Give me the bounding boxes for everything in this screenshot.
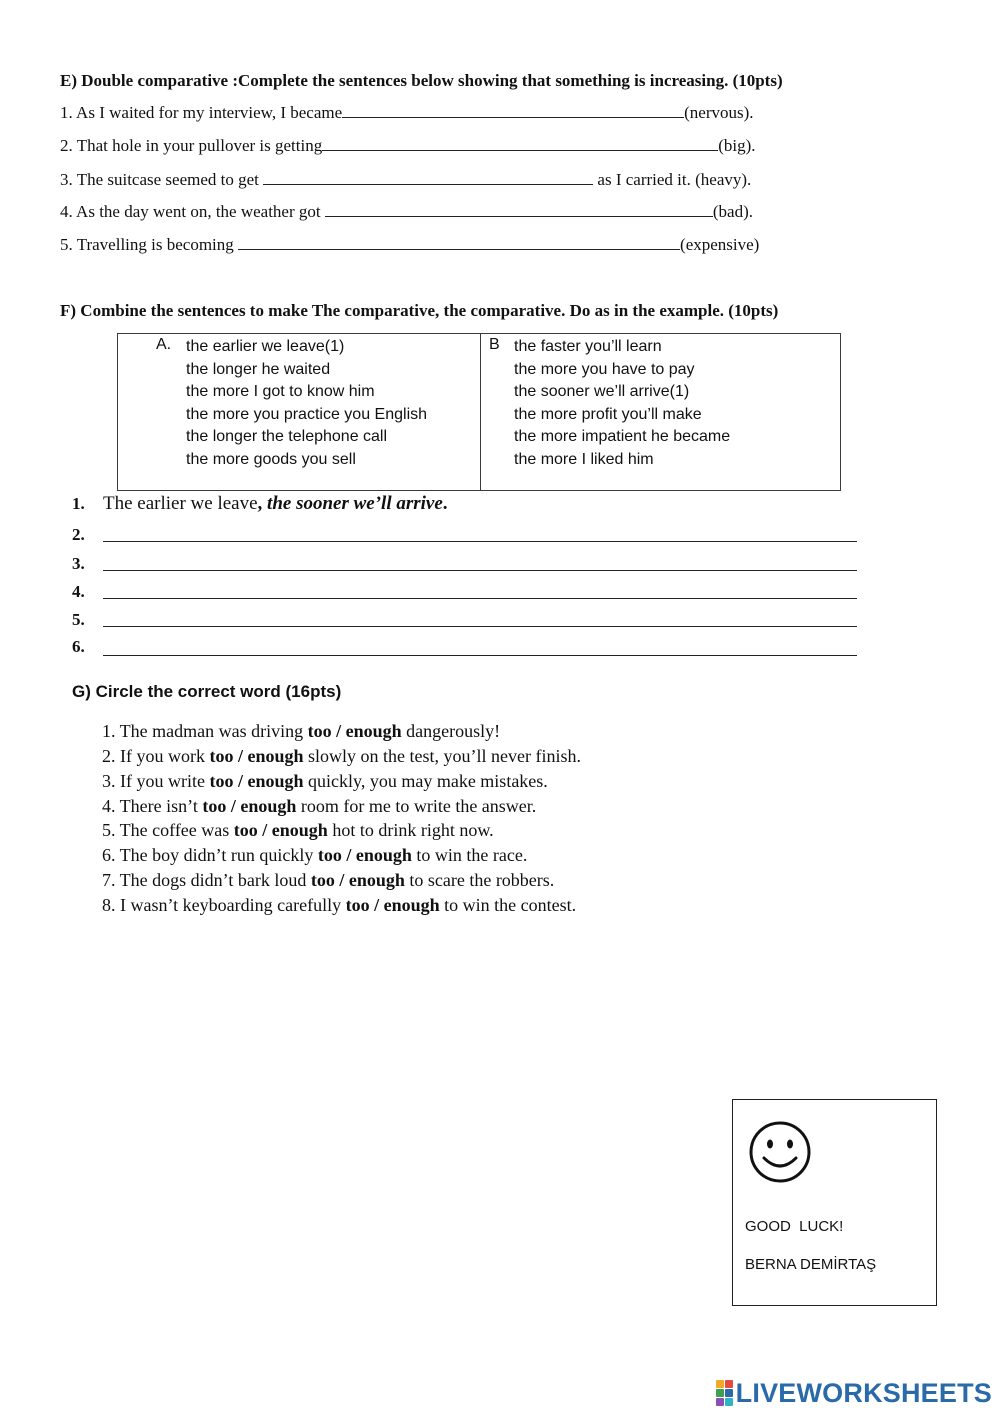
list-item: the sooner we’ll arrive(1)	[514, 383, 690, 401]
logo-square	[725, 1389, 733, 1397]
example-answer	[103, 493, 448, 515]
answer-line-5[interactable]	[103, 610, 857, 627]
answer-number-3: 3.	[72, 554, 85, 573]
item-hint: (big).	[718, 136, 756, 155]
list-item: the more I got to know him	[186, 383, 375, 401]
word-choice[interactable]: too / enough	[209, 771, 304, 791]
item-text: to scare the robbers.	[404, 870, 555, 890]
word-choice[interactable]: too / enough	[202, 796, 297, 816]
answer-line-3[interactable]	[103, 554, 857, 571]
example-bold-part: the sooner we’ll arrive	[262, 493, 443, 514]
list-item: the longer he waited	[186, 360, 331, 378]
word-choice[interactable]: too / enough	[307, 721, 402, 741]
list-item: the more impatient he became	[514, 428, 731, 446]
item-hint: (bad).	[712, 202, 753, 221]
list-item: the more you have to pay	[514, 360, 695, 378]
section-e-item-3	[60, 170, 751, 190]
word-choice[interactable]: too / enough	[233, 820, 328, 840]
answer-number-2: 2.	[72, 525, 85, 544]
item-hint: as I carried it. (heavy).	[593, 170, 752, 189]
column-a-list	[186, 336, 427, 472]
liveworksheets-logo-icon	[716, 1380, 733, 1406]
answer-line-4[interactable]	[103, 582, 857, 599]
section-f-heading: F) Combine the sentences to make The comparative, the comparative. Do as in the example. (10pts)	[60, 301, 779, 320]
liveworksheets-logo[interactable]	[716, 1379, 992, 1407]
logo-square	[725, 1398, 733, 1406]
list-item: the earlier we leave(1)	[186, 338, 345, 355]
item-hint: (nervous).	[684, 103, 754, 122]
word-choice[interactable]: too / enough	[209, 746, 304, 766]
example-comma: ,	[257, 493, 263, 514]
column-b-letter: B	[489, 336, 500, 353]
example-start: The earlier we leave	[103, 493, 258, 514]
logo-square	[716, 1389, 724, 1397]
item-text: 6. The boy didn’t run quickly	[102, 845, 318, 865]
answer-blank[interactable]	[322, 136, 718, 151]
item-text: slowly on the test, you’ll never finish.	[303, 746, 581, 766]
example-number: 1.	[72, 494, 85, 513]
logo-square	[716, 1380, 724, 1388]
answer-line-6[interactable]	[103, 637, 857, 656]
item-text: quickly, you may make mistakes.	[303, 771, 548, 791]
answer-blank[interactable]	[238, 235, 680, 250]
item-text: 4. There isn’t	[102, 796, 203, 816]
item-text: 3. The suitcase seemed to get	[60, 170, 264, 189]
answer-number-5: 5.	[72, 610, 85, 629]
item-text: 3. If you write	[102, 771, 210, 791]
item-text: room for me to write the answer.	[296, 796, 537, 816]
section-e-item-2	[60, 136, 756, 156]
item-text: dangerously!	[401, 721, 501, 741]
answer-line-2[interactable]	[103, 525, 857, 542]
good-luck-box	[732, 1099, 937, 1306]
list-item: the more I liked him	[514, 450, 654, 468]
logo-square	[716, 1398, 724, 1406]
item-text: 1. As I waited for my interview, I became	[60, 103, 343, 122]
item-text: 7. The dogs didn’t bark loud	[102, 870, 311, 890]
good-luck-text: GOOD LUCK!	[745, 1218, 844, 1235]
section-e-item-5	[60, 235, 759, 255]
column-b-list	[514, 336, 730, 472]
smiley-face-icon	[748, 1120, 812, 1184]
section-e-item-4	[60, 202, 753, 222]
item-text: to win the race.	[411, 845, 528, 865]
table-divider	[480, 334, 481, 490]
word-choice[interactable]: too / enough	[310, 870, 405, 890]
section-g-item-4	[102, 796, 536, 817]
author-name: BERNA DEMİRTAŞ	[745, 1256, 877, 1273]
logo-text: LIVEWORKSHEETS	[735, 1377, 992, 1408]
item-hint: (expensive)	[680, 235, 760, 254]
section-g-item-3	[102, 771, 548, 792]
item-text: hot to drink right now.	[327, 820, 494, 840]
section-g-heading: G) Circle the correct word (16pts)	[72, 682, 342, 701]
item-text: 2. That hole in your pullover is getting	[60, 136, 323, 155]
item-text: 4. As the day went on, the weather got	[60, 202, 325, 221]
answer-blank[interactable]	[342, 103, 684, 118]
section-g-item-8	[102, 895, 576, 916]
item-text: 8. I wasn’t keyboarding carefully	[102, 895, 346, 915]
logo-square	[725, 1380, 733, 1388]
item-text: 2. If you work	[102, 746, 210, 766]
list-item: the more you practice you English	[186, 405, 428, 423]
answer-blank[interactable]	[325, 202, 713, 217]
section-g-item-5	[102, 820, 494, 841]
list-item: the more profit you’ll make	[514, 405, 702, 423]
example-end: .	[442, 493, 448, 514]
section-e-heading: E) Double comparative :Complete the sentences below showing that something is increasing. (10pts)	[60, 71, 783, 90]
item-text: 5. Travelling is becoming	[60, 235, 239, 254]
item-text: 5. The coffee was	[102, 820, 234, 840]
item-text: to win the contest.	[439, 895, 577, 915]
answer-number-6: 6.	[72, 637, 85, 656]
section-e-item-1	[60, 103, 754, 123]
column-a-letter: A.	[156, 336, 172, 353]
list-item: the more goods you sell	[186, 450, 356, 468]
answer-blank[interactable]	[263, 170, 593, 185]
answer-number-4: 4.	[72, 582, 85, 601]
word-choice[interactable]: too / enough	[345, 895, 440, 915]
section-g-item-6	[102, 845, 527, 866]
item-text: 1. The madman was driving	[102, 721, 308, 741]
section-g-item-2	[102, 746, 581, 767]
combine-table	[117, 333, 841, 491]
section-g-item-7	[102, 870, 554, 891]
section-g-item-1	[102, 721, 500, 742]
word-choice[interactable]: too / enough	[317, 845, 412, 865]
list-item: the faster you’ll learn	[514, 338, 662, 355]
list-item: the longer the telephone call	[186, 428, 388, 446]
